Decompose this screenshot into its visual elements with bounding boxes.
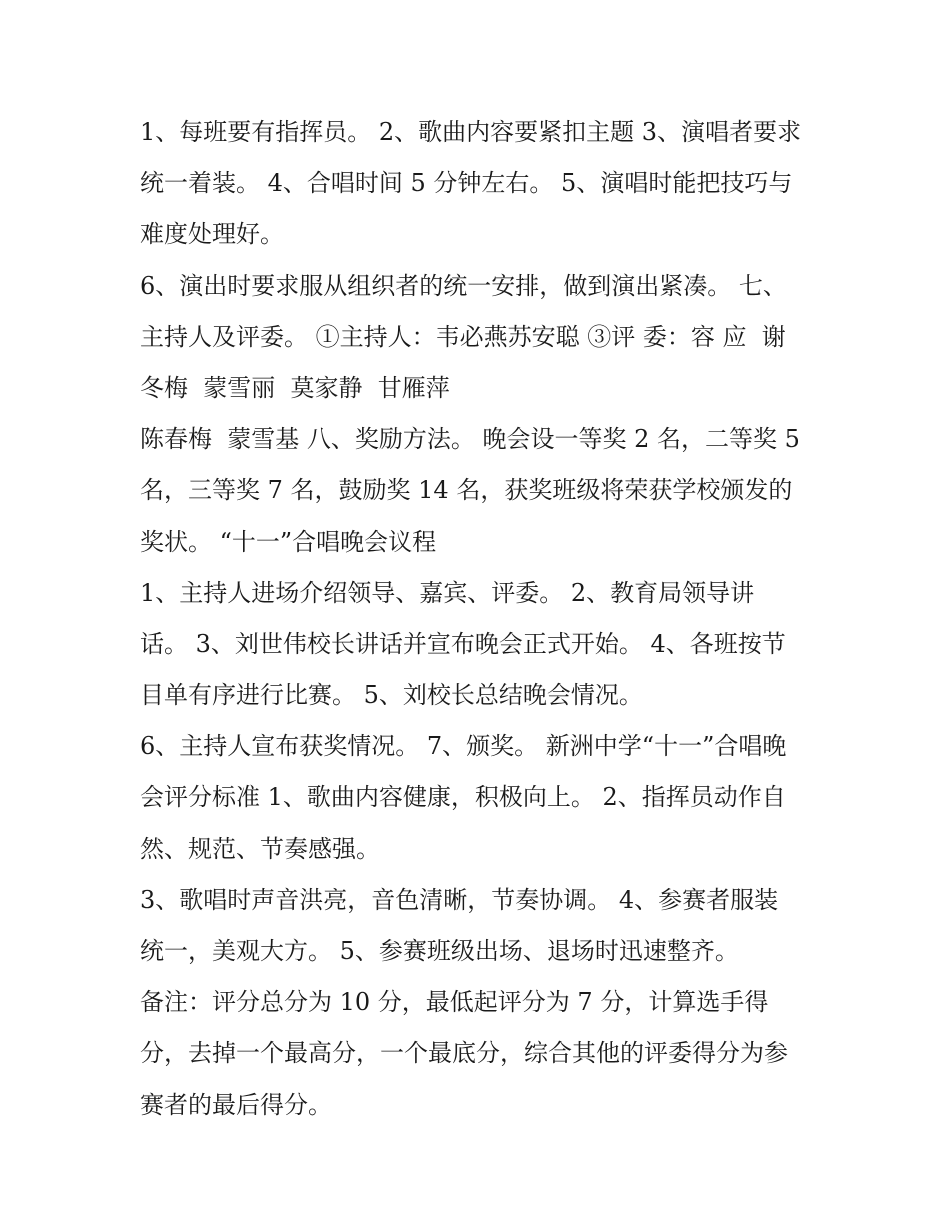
text-line: 陈春梅 蒙雪基 八、奖励方法。 晚会设一等奖 2 名，二等奖 5 (140, 425, 800, 454)
text-line: 奖状。 “十一”合唱晚会议程 (140, 527, 437, 556)
text-line: 目单有序进行比赛。 5、刘校长总结晚会情况。 (140, 681, 643, 710)
text-line: 6、演出时要求服从组织者的统一安排，做到演出紧凑。 七、 (140, 271, 787, 300)
text-line: 统一，美观大方。 5、参赛班级出场、退场时迅速整齐。 (140, 937, 739, 965)
text-line: 名，三等奖 7 名，鼓励奖 14 名，获奖班级将荣获学校颁发的 (140, 476, 793, 505)
text-line: 会评分标准 1、歌曲内容健康，积极向上。 2、指挥员动作自 (140, 783, 786, 812)
text-line: 冬梅 蒙雪丽 莫家静 甘雁萍 (140, 373, 450, 402)
text-line: 赛者的最后得分。 (140, 1090, 332, 1119)
text-line: 1、每班要有指挥员。 2、歌曲内容要紧扣主题 3、演唱者要求 (140, 118, 802, 146)
text-line: 分，去掉一个最高分，一个最底分，综合其他的评委得分为参 (140, 1039, 788, 1068)
text-line: 1、主持人进场介绍领导、嘉宾、评委。 2、教育局领导讲 (140, 578, 755, 607)
text-line: 备注：评分总分为 10 分，最低起评分为 7 分，计算选手得 (140, 988, 769, 1017)
text-line: 难度处理好。 (140, 220, 284, 249)
text-line: 话。 3、刘世伟校长讲话并宣布晚会正式开始。 4、各班按节 (140, 629, 786, 658)
text-line: 统一着装。 4、合唱时间 5 分钟左右。 5、演唱时能把技巧与 (140, 169, 793, 198)
text-line: 然、规范、节奏感强。 (140, 834, 380, 863)
text-line: 6、主持人宣布获奖情况。 7、颁奖。 新洲中学“十一”合唱晚 (140, 732, 787, 761)
document-body (140, 107, 830, 1131)
text-line: 主持人及评委。 ①主持人：韦必燕苏安聪 ③评 委：容 应 谢 (140, 322, 786, 351)
text-line: 3、歌唱时声音洪亮，音色清晰，节奏协调。 4、参赛者服装 (140, 885, 779, 914)
